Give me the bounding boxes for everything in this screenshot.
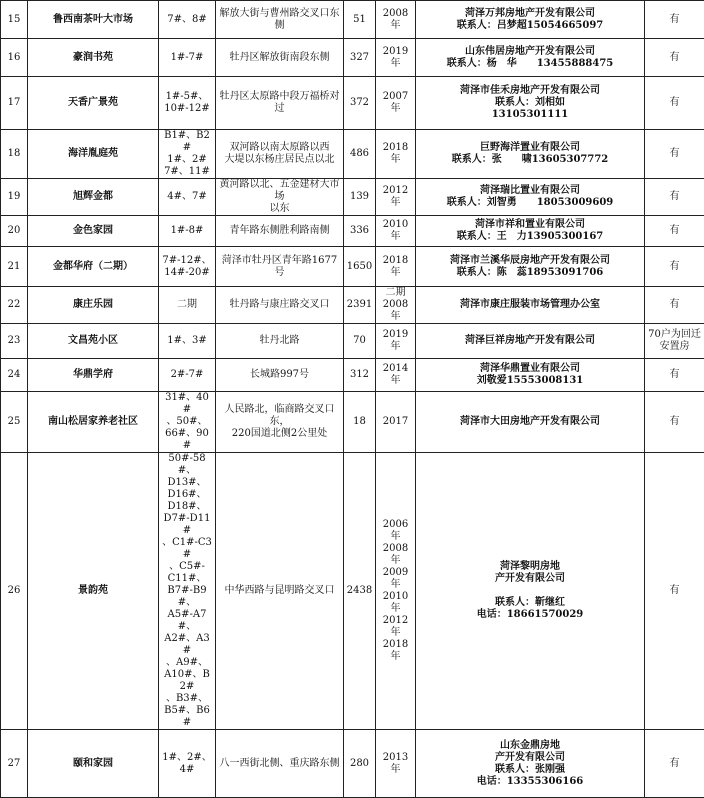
cell-dev: 山东金鼎房地 产开发有限公司 联系人：张刚强 电话：13355306166 — [416, 730, 645, 798]
cell-units: 139 — [344, 179, 376, 216]
cell-no: 23 — [1, 324, 28, 359]
cell-note: 有 — [645, 730, 704, 798]
table-row — [1, 287, 704, 324]
cell-loc: 黄河路以北、五金建材大市场 以东 — [216, 179, 344, 216]
cell-loc: 长城路997号 — [216, 359, 344, 392]
table-row — [1, 39, 704, 77]
cell-year: 二期 2008年 — [376, 287, 416, 324]
table-row — [1, 1, 704, 39]
cell-name: 天香广景苑 — [28, 77, 159, 130]
cell-year: 2014年 — [376, 359, 416, 392]
cell-units: 1650 — [344, 247, 376, 287]
cell-year: 2018年 — [376, 247, 416, 287]
cell-bldg: 50#-58#、 D13#、 D16#、 D18#、 D7#-D11# 、C1#-C3# 、C5#- C11#、 B7#-B9#、 A5#-A7#、 A2#、A3# 、A9#、 A10#、B2# 、B3#、 B5#、B6# — [159, 453, 216, 730]
cell-no: 22 — [1, 287, 28, 324]
cell-bldg: 4#、7# — [159, 179, 216, 216]
cell-no: 25 — [1, 392, 28, 453]
cell-bldg: 1#-8# — [159, 216, 216, 247]
cell-name: 南山松居家养老社区 — [28, 392, 159, 453]
cell-note: 有 — [645, 77, 704, 130]
cell-year: 2018年 — [376, 130, 416, 179]
cell-name: 豪润书苑 — [28, 39, 159, 77]
cell-bldg: 二期 — [159, 287, 216, 324]
cell-loc: 双河路以南太原路以西 大堤以东杨庄居民点以北 — [216, 130, 344, 179]
cell-no: 15 — [1, 1, 28, 39]
cell-dev: 菏泽市康庄服装市场管理办公室 — [416, 287, 645, 324]
table-row — [1, 179, 704, 216]
cell-no: 27 — [1, 730, 28, 798]
cell-bldg: 1#、2#、 4# — [159, 730, 216, 798]
cell-year: 2019年 — [376, 39, 416, 77]
cell-no: 21 — [1, 247, 28, 287]
cell-units: 312 — [344, 359, 376, 392]
cell-no: 20 — [1, 216, 28, 247]
cell-note: 有 — [645, 392, 704, 453]
cell-no: 19 — [1, 179, 28, 216]
table-row — [1, 392, 704, 453]
cell-units: 372 — [344, 77, 376, 130]
cell-name: 鲁西南茶叶大市场 — [28, 1, 159, 39]
cell-name: 金色家园 — [28, 216, 159, 247]
cell-loc: 人民路北，临商路交叉口东， 220国道北侧2公里处 — [216, 392, 344, 453]
cell-no: 26 — [1, 453, 28, 730]
cell-name: 景韵苑 — [28, 453, 159, 730]
cell-no: 17 — [1, 77, 28, 130]
cell-name: 文昌苑小区 — [28, 324, 159, 359]
cell-note: 有 — [645, 453, 704, 730]
cell-bldg: B1#、B2# 1#、2# 7#、11# — [159, 130, 216, 179]
table-row — [1, 216, 704, 247]
table-row — [1, 247, 704, 287]
cell-dev: 菏泽华鼎置业有限公司 刘敬爱15553008131 — [416, 359, 645, 392]
cell-dev: 菏泽市祥和置业有限公司 联系人：王 力13905300167 — [416, 216, 645, 247]
cell-note: 有 — [645, 216, 704, 247]
cell-name: 康庄乐园 — [28, 287, 159, 324]
cell-bldg: 1#-5#、 10#-12# — [159, 77, 216, 130]
cell-loc: 菏泽市牡丹区青年路1677号 — [216, 247, 344, 287]
cell-name: 颐和家园 — [28, 730, 159, 798]
cell-no: 16 — [1, 39, 28, 77]
cell-note: 有 — [645, 287, 704, 324]
cell-dev: 菏泽黎明房地 产开发有限公司 联系人：靳继红 电话：18661570029 — [416, 453, 645, 730]
cell-note: 70户为回迁 安置房 — [645, 324, 704, 359]
cell-year: 2006年 2008年 2009年 2010年 2012年 2018年 — [376, 453, 416, 730]
cell-loc: 八一西街北侧、重庆路东侧 — [216, 730, 344, 798]
cell-year: 2012年 — [376, 179, 416, 216]
table-row — [1, 77, 704, 130]
cell-no: 18 — [1, 130, 28, 179]
cell-loc: 牡丹路与康庄路交叉口 — [216, 287, 344, 324]
cell-name: 华鼎学府 — [28, 359, 159, 392]
cell-name: 金都华府（二期） — [28, 247, 159, 287]
table-row — [1, 730, 704, 798]
cell-units: 18 — [344, 392, 376, 453]
cell-year: 2019年 — [376, 324, 416, 359]
cell-loc: 牡丹区解放街南段东侧 — [216, 39, 344, 77]
cell-note: 有 — [645, 359, 704, 392]
cell-bldg: 7#-12#、 14#-20# — [159, 247, 216, 287]
cell-units: 70 — [344, 324, 376, 359]
cell-note: 有 — [645, 39, 704, 77]
cell-year: 2008年 — [376, 1, 416, 39]
cell-units: 280 — [344, 730, 376, 798]
cell-note: 有 — [645, 130, 704, 179]
cell-bldg: 2#-7# — [159, 359, 216, 392]
cell-bldg: 7#、8# — [159, 1, 216, 39]
cell-dev: 菏泽万邦房地产开发有限公司 联系人：吕梦超15054665097 — [416, 1, 645, 39]
table-row — [1, 453, 704, 730]
cell-loc: 中华西路与昆明路交叉口 — [216, 453, 344, 730]
cell-dev: 菏泽市佳禾房地产开发有限公司 联系人：刘相如 13105301111 — [416, 77, 645, 130]
cell-bldg: 1#、3# — [159, 324, 216, 359]
cell-dev: 菏泽市大田房地产开发有限公司 — [416, 392, 645, 453]
cell-name: 海洋胤庭苑 — [28, 130, 159, 179]
cell-dev: 菏泽瑞比置业有限公司 联系人：刘智勇 18053009609 — [416, 179, 645, 216]
cell-bldg: 1#-7# — [159, 39, 216, 77]
cell-dev: 山东伟居房地产开发有限公司 联系人：杨 华 13455888475 — [416, 39, 645, 77]
cell-loc: 青年路东侧胜利路南侧 — [216, 216, 344, 247]
cell-units: 336 — [344, 216, 376, 247]
cell-units: 2438 — [344, 453, 376, 730]
table-row — [1, 359, 704, 392]
cell-units: 51 — [344, 1, 376, 39]
cell-year: 2010年 — [376, 216, 416, 247]
cell-bldg: 31#、40# 、50#、 66#、90# — [159, 392, 216, 453]
cell-year: 2007年 — [376, 77, 416, 130]
cell-loc: 牡丹北路 — [216, 324, 344, 359]
cell-name: 旭辉金都 — [28, 179, 159, 216]
cell-year: 2013年 — [376, 730, 416, 798]
cell-dev: 巨野海洋置业有限公司 联系人：张 啸13605307772 — [416, 130, 645, 179]
table-row — [1, 130, 704, 179]
cell-no: 24 — [1, 359, 28, 392]
cell-note: 有 — [645, 247, 704, 287]
cell-units: 486 — [344, 130, 376, 179]
cell-loc: 牡丹区太原路中段万福桥对过 — [216, 77, 344, 130]
cell-year: 2017 — [376, 392, 416, 453]
cell-note: 有 — [645, 179, 704, 216]
cell-loc: 解放大街与曹州路交叉口东侧 — [216, 1, 344, 39]
cell-note: 有 — [645, 1, 704, 39]
table-row — [1, 324, 704, 359]
cell-units: 2391 — [344, 287, 376, 324]
cell-dev: 菏泽巨祥房地产开发有限公司 — [416, 324, 645, 359]
cell-dev: 菏泽市兰溪华辰房地产开发有限公司 联系人：陈 蕊18953091706 — [416, 247, 645, 287]
cell-units: 327 — [344, 39, 376, 77]
